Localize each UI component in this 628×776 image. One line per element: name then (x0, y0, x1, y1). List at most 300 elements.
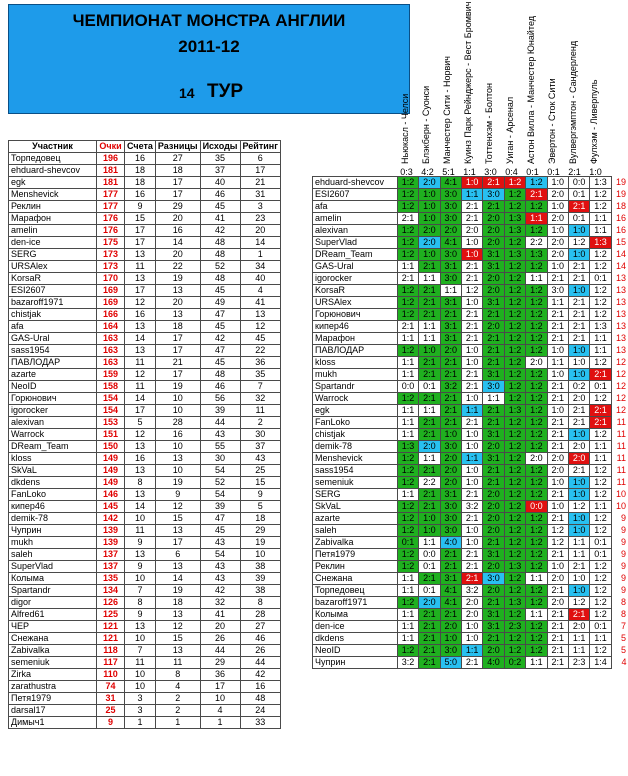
prediction-cell: 1:2 (526, 201, 547, 213)
prediction-cell: 0:0 (397, 381, 418, 393)
prediction-cell: 1:0 (547, 405, 568, 417)
participant-name-cell: Zabivalka (9, 645, 97, 657)
outcomes-cell: 42 (200, 333, 240, 345)
prediction-cell: 1:0 (419, 525, 440, 537)
prediction-row (313, 621, 628, 633)
points-cell: 31 (97, 693, 125, 705)
standings-row (9, 525, 281, 537)
prediction-cell: 2:1 (419, 621, 440, 633)
prediction-cell: 2:0 (440, 345, 461, 357)
scores-cell: 16 (125, 309, 156, 321)
prediction-cell: 3:1 (440, 261, 461, 273)
prediction-cell: 1:2 (504, 369, 525, 381)
prediction-cell: 2:1 (568, 321, 589, 333)
prediction-cell: 3:0 (440, 525, 461, 537)
prediction-row (313, 417, 628, 429)
scores-cell: 14 (125, 333, 156, 345)
prediction-total: 12 (615, 381, 626, 391)
differences-cell: 13 (155, 609, 200, 621)
points-cell: 25 (97, 705, 125, 717)
prediction-total: 8 (620, 609, 626, 619)
standings-row (9, 261, 281, 273)
prediction-cell: 1:2 (504, 465, 525, 477)
predictor-name: SuperVlad (313, 237, 398, 249)
prediction-total: 5 (620, 645, 626, 655)
prediction-row (313, 609, 628, 621)
outcomes-cell: 45 (200, 321, 240, 333)
prediction-cell: 1:0 (419, 345, 440, 357)
differences-cell: 6 (155, 549, 200, 561)
prediction-cell: 1:0 (461, 537, 482, 549)
header-participant: Участник (9, 141, 97, 153)
prediction-total: 13 (615, 309, 626, 319)
prediction-cell: 0:1 (590, 273, 611, 285)
prediction-cell: 1:2 (590, 261, 611, 273)
prediction-cell: 2:0 (419, 597, 440, 609)
prediction-cell: 1:2 (504, 441, 525, 453)
rating-cell: 5 (240, 501, 280, 513)
championship-title: ЧЕМПИОНАТ МОНСТРА АНГЛИИ (72, 11, 346, 30)
rating-cell: 29 (240, 525, 280, 537)
prediction-cell: 1:1 (526, 609, 547, 621)
outcomes-cell: 36 (200, 669, 240, 681)
standings-row (9, 585, 281, 597)
prediction-cell: 2:1 (547, 309, 568, 321)
prediction-total: 9 (620, 585, 626, 595)
prediction-cell: 2:0 (547, 597, 568, 609)
prediction-row (313, 309, 628, 321)
prediction-row (313, 525, 628, 537)
standings-row (9, 189, 281, 201)
scores-cell: 11 (125, 357, 156, 369)
prediction-cell: 0:0 (526, 501, 547, 513)
predictor-name: Торпедовец (313, 585, 398, 597)
rating-cell: 15 (240, 477, 280, 489)
scores-cell: 11 (125, 261, 156, 273)
prediction-cell: 1:2 (504, 525, 525, 537)
prediction-total: 15 (615, 237, 626, 247)
participant-name-cell: Alfred61 (9, 609, 97, 621)
rating-cell: 42 (240, 669, 280, 681)
prediction-cell: 2:0 (483, 645, 504, 657)
rating-cell: 40 (240, 273, 280, 285)
rating-cell: 45 (240, 333, 280, 345)
differences-cell: 12 (155, 621, 200, 633)
standings-row (9, 477, 281, 489)
outcomes-cell: 55 (200, 441, 240, 453)
standings-row (9, 501, 281, 513)
match-name: Ньюкасл - Челси (400, 93, 410, 164)
participant-name-cell: bazaroff1971 (9, 297, 97, 309)
match-header (461, 1, 481, 164)
outcomes-cell: 37 (200, 165, 240, 177)
rating-cell: 12 (240, 321, 280, 333)
scores-cell: 11 (125, 381, 156, 393)
points-cell: 154 (97, 405, 125, 417)
prediction-cell: 1:0 (568, 345, 589, 357)
prediction-cell: 1:2 (590, 477, 611, 489)
prediction-cell: 1:2 (526, 429, 547, 441)
prediction-cell: 1:0 (547, 177, 568, 189)
prediction-cell: 3:2 (461, 501, 482, 513)
prediction-cell: 1:2 (526, 177, 547, 189)
prediction-cell: 1:2 (504, 345, 525, 357)
prediction-cell: 2:3 (568, 657, 589, 669)
match-name: Фулхэм - Ливерпуль (589, 79, 599, 164)
participant-name-cell: zarathustra (9, 681, 97, 693)
prediction-row (313, 225, 628, 237)
prediction-cell: 1:1 (590, 345, 611, 357)
prediction-cell: 0:1 (590, 549, 611, 561)
prediction-total: 12 (615, 357, 626, 367)
prediction-cell: 3:1 (440, 573, 461, 585)
outcomes-cell: 45 (200, 201, 240, 213)
prediction-cell: 1:1 (461, 453, 482, 465)
prediction-cell: 1:2 (568, 501, 589, 513)
prediction-cell: 3:0 (440, 501, 461, 513)
prediction-cell: 1:2 (526, 285, 547, 297)
prediction-total: 19 (615, 177, 626, 187)
rating-cell: 3 (240, 201, 280, 213)
outcomes-cell: 44 (200, 645, 240, 657)
differences-cell: 10 (155, 465, 200, 477)
prediction-cell: 2:1 (483, 405, 504, 417)
header-outcomes: Исходы (200, 141, 240, 153)
differences-cell: 17 (155, 345, 200, 357)
prediction-cell: 1:1 (461, 189, 482, 201)
prediction-cell: 1:2 (397, 237, 418, 249)
prediction-cell: 1:2 (504, 537, 525, 549)
scores-cell: 10 (125, 633, 156, 645)
prediction-cell: 2:1 (461, 417, 482, 429)
prediction-cell: 0:1 (397, 537, 418, 549)
differences-cell: 27 (155, 153, 200, 165)
predictor-name: SERG (313, 489, 398, 501)
prediction-cell: 1:1 (526, 213, 547, 225)
participant-name-cell: darsal17 (9, 705, 97, 717)
prediction-row (313, 597, 628, 609)
actual-score: 2:1 (568, 167, 581, 177)
prediction-total: 13 (615, 285, 626, 295)
points-cell: 175 (97, 237, 125, 249)
prediction-cell: 1:0 (440, 429, 461, 441)
prediction-cell: 1:2 (397, 309, 418, 321)
prediction-cell: 2:1 (547, 417, 568, 429)
prediction-cell: 4:1 (440, 597, 461, 609)
prediction-cell: 1:1 (590, 453, 611, 465)
points-cell: 149 (97, 477, 125, 489)
prediction-cell: 1:2 (590, 465, 611, 477)
prediction-cell: 2:0 (547, 453, 568, 465)
differences-cell: 17 (155, 369, 200, 381)
prediction-cell: 2:1 (440, 609, 461, 621)
participant-name-cell: SkVaL (9, 465, 97, 477)
prediction-cell: 1:2 (397, 645, 418, 657)
standings-row (9, 309, 281, 321)
differences-cell: 8 (155, 669, 200, 681)
prediction-cell: 1:0 (461, 357, 482, 369)
prediction-cell: 2:0 (547, 465, 568, 477)
points-cell: 125 (97, 609, 125, 621)
rating-cell: 36 (240, 357, 280, 369)
prediction-cell: 1:0 (461, 237, 482, 249)
standings-row (9, 213, 281, 225)
rating-cell: 21 (240, 177, 280, 189)
predictor-name: Menshevick (313, 453, 398, 465)
differences-cell: 19 (155, 381, 200, 393)
scores-cell: 12 (125, 369, 156, 381)
scores-cell: 16 (125, 189, 156, 201)
actual-score: 0:3 (400, 167, 413, 177)
header-differences: Разницы (155, 141, 200, 153)
prediction-cell: 2:1 (440, 549, 461, 561)
prediction-cell: 2:1 (419, 645, 440, 657)
prediction-cell: 2:0 (483, 501, 504, 513)
prediction-cell: 2:1 (440, 357, 461, 369)
prediction-total: 9 (620, 513, 626, 523)
outcomes-cell: 48 (200, 273, 240, 285)
standings-row (9, 645, 281, 657)
predictor-name: Петя1979 (313, 549, 398, 561)
standings-row (9, 657, 281, 669)
prediction-cell: 2:2 (419, 477, 440, 489)
differences-cell: 2 (155, 705, 200, 717)
prediction-cell: 1:2 (526, 549, 547, 561)
prediction-cell: 2:1 (568, 465, 589, 477)
prediction-cell: 2:1 (461, 369, 482, 381)
outcomes-cell: 48 (200, 249, 240, 261)
prediction-cell: 2:1 (526, 189, 547, 201)
prediction-cell: 1:2 (504, 489, 525, 501)
actual-score: 0:4 (505, 167, 518, 177)
scores-cell: 13 (125, 345, 156, 357)
prediction-cell: 3:0 (483, 189, 504, 201)
match-header (503, 68, 523, 164)
differences-cell: 20 (155, 249, 200, 261)
participant-name-cell: SERG (9, 249, 97, 261)
prediction-cell: 2:0 (483, 525, 504, 537)
prediction-cell: 2:1 (547, 381, 568, 393)
prediction-cell: 2:1 (483, 309, 504, 321)
scores-cell: 17 (125, 405, 156, 417)
prediction-total: 10 (615, 501, 626, 511)
outcomes-cell: 47 (200, 513, 240, 525)
prediction-cell: 1:0 (461, 465, 482, 477)
scores-cell: 17 (125, 225, 156, 237)
standings-row (9, 705, 281, 717)
differences-cell: 17 (155, 333, 200, 345)
outcomes-cell: 29 (200, 657, 240, 669)
prediction-cell: 2:1 (547, 549, 568, 561)
prediction-cell: 1:2 (590, 513, 611, 525)
outcomes-cell: 49 (200, 297, 240, 309)
differences-cell: 20 (155, 297, 200, 309)
prediction-cell: 1:2 (504, 237, 525, 249)
prediction-cell: 4:1 (440, 237, 461, 249)
predictor-name: Марафон (313, 333, 398, 345)
differences-cell: 13 (155, 285, 200, 297)
points-cell: 173 (97, 249, 125, 261)
prediction-cell: 0:1 (568, 189, 589, 201)
prediction-total: 9 (620, 573, 626, 583)
outcomes-cell: 45 (200, 285, 240, 297)
prediction-total: 16 (615, 213, 626, 223)
prediction-cell: 1:2 (590, 429, 611, 441)
prediction-cell: 2:1 (483, 633, 504, 645)
scores-cell: 9 (125, 201, 156, 213)
prediction-cell: 2:1 (461, 513, 482, 525)
prediction-cell: 1:2 (526, 585, 547, 597)
prediction-cell: 3:0 (440, 441, 461, 453)
prediction-cell: 1:2 (526, 321, 547, 333)
scores-cell: 14 (125, 501, 156, 513)
scores-cell: 18 (125, 165, 156, 177)
standings-row (9, 165, 281, 177)
participant-name-cell: DReam_Team (9, 441, 97, 453)
prediction-cell: 1:0 (461, 477, 482, 489)
prediction-cell: 1:2 (397, 453, 418, 465)
standings-row (9, 609, 281, 621)
prediction-cell: 2:1 (483, 597, 504, 609)
standings-row (9, 573, 281, 585)
prediction-cell: 2:1 (419, 357, 440, 369)
scores-cell: 13 (125, 273, 156, 285)
prediction-row (313, 321, 628, 333)
rating-cell: 23 (240, 213, 280, 225)
differences-cell: 4 (155, 681, 200, 693)
standings-row (9, 513, 281, 525)
outcomes-cell: 39 (200, 405, 240, 417)
standings-row (9, 237, 281, 249)
prediction-row (313, 381, 628, 393)
participant-name-cell: Реклин (9, 201, 97, 213)
outcomes-cell: 41 (200, 609, 240, 621)
prediction-row (313, 333, 628, 345)
prediction-cell: 1:0 (461, 525, 482, 537)
prediction-cell: 2:0 (526, 357, 547, 369)
prediction-total: 14 (615, 249, 626, 259)
rating-cell: 14 (240, 237, 280, 249)
prediction-cell: 3:1 (483, 249, 504, 261)
prediction-cell: 3:1 (440, 297, 461, 309)
rating-cell: 6 (240, 153, 280, 165)
prediction-cell: 1:1 (397, 609, 418, 621)
prediction-cell: 2:0 (440, 465, 461, 477)
prediction-total: 11 (616, 429, 626, 439)
prediction-cell: 1:0 (568, 429, 589, 441)
header-points: Очки (97, 141, 125, 153)
points-cell: 163 (97, 345, 125, 357)
points-cell: 126 (97, 597, 125, 609)
points-cell: 135 (97, 573, 125, 585)
prediction-cell: 1:1 (461, 405, 482, 417)
predictor-name: demik-78 (313, 441, 398, 453)
differences-cell: 15 (155, 633, 200, 645)
prediction-cell: 2:1 (547, 333, 568, 345)
differences-cell: 12 (155, 501, 200, 513)
prediction-cell: 1:0 (568, 513, 589, 525)
prediction-cell: 2:1 (547, 585, 568, 597)
prediction-cell: 1:0 (461, 441, 482, 453)
predictions-table (312, 176, 628, 669)
rating-cell: 13 (240, 309, 280, 321)
prediction-cell: 2:1 (461, 489, 482, 501)
prediction-cell: 1:2 (504, 585, 525, 597)
points-cell: 163 (97, 357, 125, 369)
differences-cell: 13 (155, 525, 200, 537)
points-cell: 149 (97, 453, 125, 465)
prediction-cell: 2:0 (440, 477, 461, 489)
prediction-row (313, 477, 628, 489)
actual-score: 1:0 (589, 167, 602, 177)
prediction-cell: 2:0 (419, 237, 440, 249)
prediction-cell: 1:2 (504, 273, 525, 285)
prediction-cell: 0:1 (568, 213, 589, 225)
prediction-cell: 1:2 (526, 645, 547, 657)
participant-name-cell: alexivan (9, 417, 97, 429)
prediction-cell: 1:2 (397, 393, 418, 405)
scores-cell: 13 (125, 489, 156, 501)
standings-row (9, 441, 281, 453)
participant-name-cell: FanLoko (9, 489, 97, 501)
participant-name-cell: Марафон (9, 213, 97, 225)
points-cell: 169 (97, 297, 125, 309)
prediction-cell: 1:2 (590, 249, 611, 261)
prediction-cell: 2:0 (419, 177, 440, 189)
prediction-cell: 3:1 (440, 333, 461, 345)
prediction-cell: 2:1 (547, 645, 568, 657)
points-cell: 177 (97, 201, 125, 213)
prediction-cell: 1:2 (526, 381, 547, 393)
prediction-cell: 2:0 (461, 225, 482, 237)
prediction-row (313, 177, 628, 189)
scores-cell: 16 (125, 453, 156, 465)
prediction-cell: 2:0 (547, 213, 568, 225)
scores-cell: 13 (125, 465, 156, 477)
scores-cell: 10 (125, 573, 156, 585)
rating-cell: 8 (240, 597, 280, 609)
outcomes-cell: 48 (200, 237, 240, 249)
differences-cell: 14 (155, 573, 200, 585)
prediction-cell: 1:1 (397, 633, 418, 645)
prediction-cell: 2:1 (483, 417, 504, 429)
rating-cell: 24 (240, 705, 280, 717)
participant-name-cell: egk (9, 177, 97, 189)
prediction-cell: 1:0 (547, 345, 568, 357)
prediction-cell: 2:1 (590, 369, 611, 381)
prediction-cell: 2:0 (547, 249, 568, 261)
predictor-name: ehduard-shevcov (313, 177, 398, 189)
prediction-cell: 2:0 (461, 597, 482, 609)
prediction-cell: 3:0 (547, 285, 568, 297)
points-cell: 169 (97, 285, 125, 297)
points-cell: 146 (97, 489, 125, 501)
prediction-cell: 2:1 (483, 477, 504, 489)
prediction-cell: 1:2 (526, 441, 547, 453)
scores-cell: 14 (125, 393, 156, 405)
match-name: Эвертон - Сток Сити (547, 78, 557, 164)
prediction-cell: 1:2 (504, 573, 525, 585)
prediction-cell: 2:0 (440, 453, 461, 465)
rating-cell: 31 (240, 189, 280, 201)
prediction-cell: 1:2 (526, 561, 547, 573)
prediction-total: 12 (615, 393, 626, 403)
differences-cell: 2 (155, 693, 200, 705)
prediction-cell: 1:1 (419, 537, 440, 549)
points-cell: 117 (97, 657, 125, 669)
scores-cell: 8 (125, 477, 156, 489)
prediction-cell: 1:2 (397, 513, 418, 525)
